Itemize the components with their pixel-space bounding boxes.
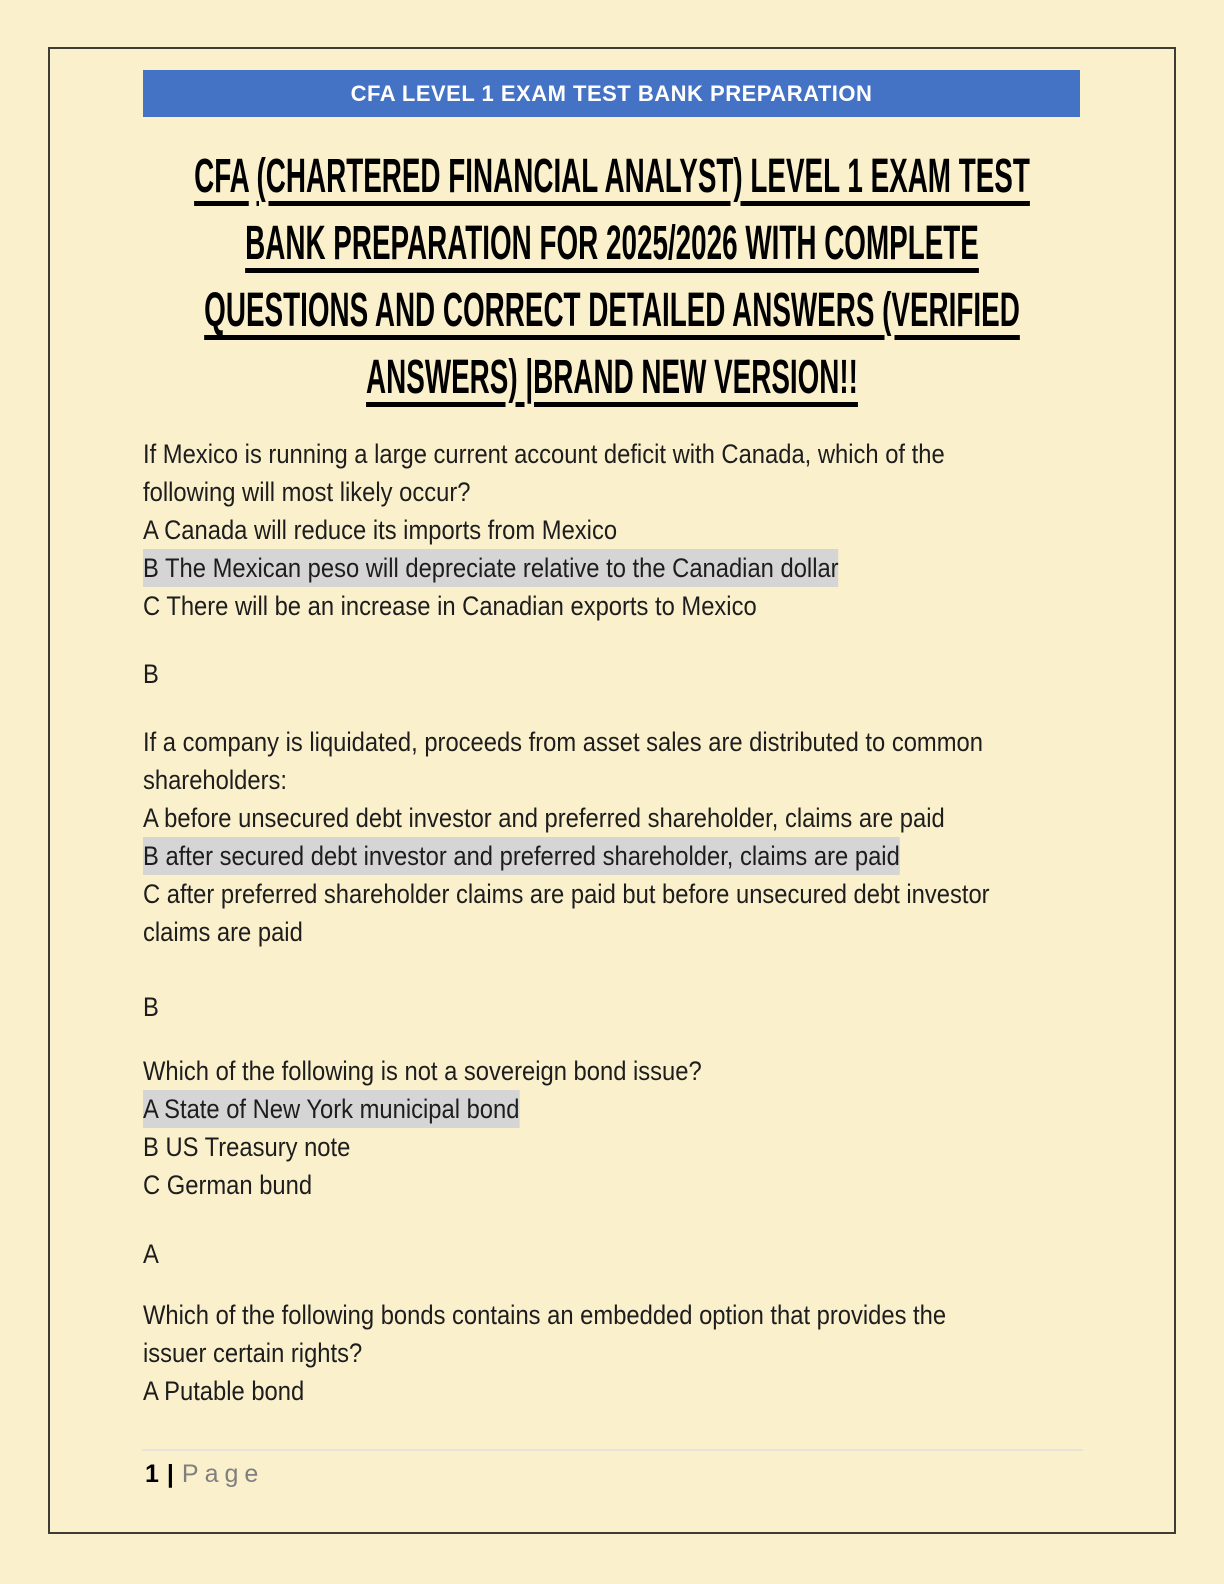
answer-block-3 [143, 1235, 1080, 1273]
title-line-2: BANK PREPARATION FOR 2025/2026 WITH COMPLETE [245, 217, 979, 270]
question-3-line-1: Which of the following is not a sovereign bond issue? [143, 1056, 702, 1086]
header-banner [143, 70, 1080, 117]
title-line-1-rest: (CHARTERED FINANCIAL ANALYST) LEVEL 1 EXAM TEST [256, 150, 1030, 203]
question-2-option-b [143, 837, 1080, 875]
question-2-line-1: If a company is liquidated, proceeds from asset sales are distributed to common [143, 727, 983, 757]
question-3-answer: A [143, 1239, 159, 1269]
document-title [143, 143, 1080, 411]
question-block-4 [143, 1296, 1080, 1410]
question-1-option-c: C There will be an increase in Canadian exports to Mexico [143, 591, 757, 621]
question-1-answer: B [143, 659, 159, 689]
question-4-line-1: Which of the following bonds contains an embedded option that provides the [143, 1300, 947, 1330]
title-line-4: ANSWERS) |BRAND NEW VERSION!! [366, 351, 858, 404]
footer-divider [142, 1449, 1083, 1451]
question-block-2 [143, 723, 1080, 951]
highlighted-option: B after secured debt investor and preferred shareholder, claims are paid [143, 837, 900, 875]
title-line-1-prefix: CFA [194, 150, 249, 203]
question-2-option-c-line-1: C after preferred shareholder claims are paid but before unsecured debt investor [143, 879, 990, 909]
footer-separator: | [166, 1460, 174, 1488]
header-banner-title: CFA LEVEL 1 EXAM TEST BANK PREPARATION [350, 80, 873, 106]
question-block-3 [143, 1052, 1080, 1204]
highlighted-option: A State of New York municipal bond [143, 1090, 519, 1128]
question-2-option-c-line-2: claims are paid [143, 917, 303, 947]
question-3-option-b: B US Treasury note [143, 1132, 351, 1162]
question-3-option-a [143, 1090, 1080, 1128]
question-block-1 [143, 435, 1080, 625]
question-1-option-a: A Canada will reduce its imports from Mexico [143, 515, 618, 545]
footer-page-label: Page [181, 1460, 265, 1488]
question-1-line-2: following will most likely occur? [143, 477, 471, 507]
question-2-line-2: shareholders: [143, 765, 287, 795]
question-1-option-b [143, 549, 1080, 587]
question-2-answer: B [143, 992, 159, 1022]
title-line-1 [142, 143, 1082, 210]
question-4-option-a: A Putable bond [143, 1376, 305, 1406]
page-number: 1 [145, 1460, 159, 1488]
answer-block-2 [143, 988, 1080, 1026]
question-4-line-2: issuer certain rights? [143, 1338, 363, 1368]
title-line-3: QUESTIONS AND CORRECT DETAILED ANSWERS (VERIFIED [204, 284, 1020, 337]
question-3-option-c: C German bund [143, 1170, 313, 1200]
answer-block-1 [143, 655, 1080, 693]
page-footer [145, 1457, 264, 1491]
highlighted-option: B The Mexican peso will depreciate relative to the Canadian dollar [143, 549, 839, 587]
question-2-option-a: A before unsecured debt investor and preferred shareholder, claims are paid [143, 803, 945, 833]
question-1-line-1: If Mexico is running a large current account deficit with Canada, which of the [143, 439, 945, 469]
